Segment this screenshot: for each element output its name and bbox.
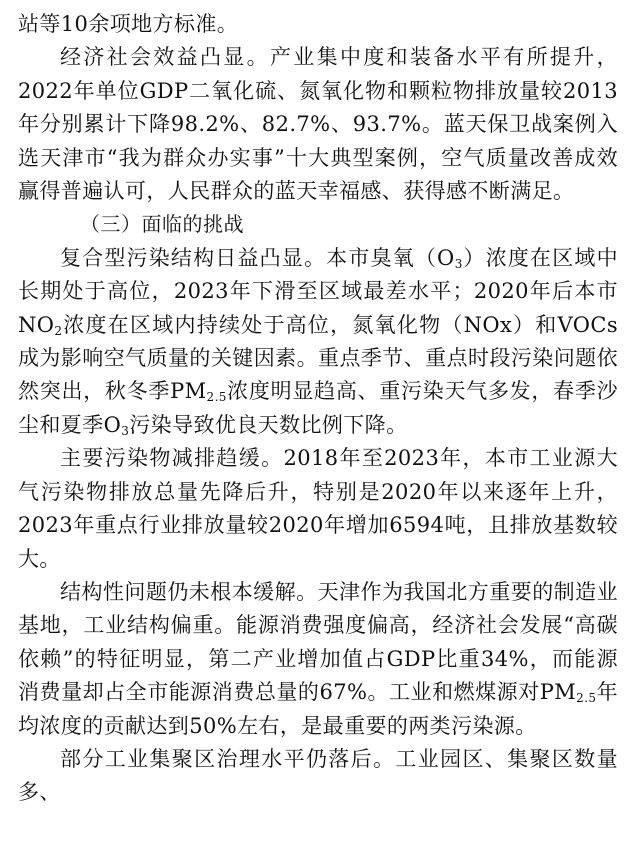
subscript: 2.5 [206, 390, 227, 405]
heading-text: （三）面临的挑战 [80, 212, 244, 237]
paragraph-structural-problems [18, 576, 618, 743]
subscript: 2.5 [576, 691, 597, 706]
section-heading-challenges [18, 208, 618, 241]
paragraph-industrial-zones [18, 743, 618, 810]
paragraph-text: 年均浓度的贡献达到50%左右，是最重要的两类污染源。 [18, 680, 619, 738]
subscript: 3 [121, 423, 130, 438]
paragraph-text: 复合型污染结构日益凸显。本市臭氧（O [60, 245, 455, 270]
paragraph-text: 部分工业集聚区治理水平仍落后。工业园区、集聚区数量多、 [18, 746, 618, 805]
paragraph-standards-end [18, 8, 618, 41]
paragraph-text: ）浓度在区域中长期处于高位，2023年下滑至区域最差水平；2020年后本市NO [18, 245, 618, 337]
paragraph-text: 站等10余项地方标准。 [18, 12, 239, 36]
paragraph-text: 主要污染物减排趋缓。2018年至2023年，本市工业源大气污染物排放总量先降后升，特别是2020年以来逐年上升，2023年重点行业排放量较2020年增加6594吨，且排放基数较大。 [18, 446, 618, 571]
paragraph-composite-pollution [18, 242, 618, 442]
paragraph-text: 污染导致优良天数比例下降。 [129, 412, 408, 437]
paragraph-emission-reduction [18, 442, 618, 576]
subscript: 3 [454, 256, 463, 271]
paragraph-text: 经济社会效益凸显。产业集中度和装备水平有所提升，2022年单位GDP二氧化硫、氮氧化物和颗粒物排放量较2013年分别累计下降98.2%、82.7%、93.7%。蓝天保卫战案例入选天津市“我为群众办实事”十大典型案例，空气质量改善成效赢得普遍认可，人民群众的蓝天幸福感、获得感不断满足。 [18, 45, 618, 204]
paragraph-text: 结构性问题仍未根本缓解。天津作为我国北方重要的制造业基地，工业结构偏重。能源消费强度偏高，经济社会发展“高碳依赖”的特征明显，第二产业增加值占GDP比重34%，而能源消费量却占全市能源消费总量的67%。工业和燃煤源对PM [18, 579, 618, 705]
paragraph-text: 浓度在区域内持续处于高位，氮氧化物（NOx）和VOCs成为影响空气质量的关键因素。重点季节、重点时段污染问题依然突出，秋冬季PM [18, 312, 618, 404]
paragraph-text: 浓度明显趋高、重污染天气多发，春季沙尘和夏季O [18, 379, 618, 437]
document-page [18, 8, 618, 810]
subscript: 2 [54, 323, 63, 338]
paragraph-economic-benefits [18, 41, 618, 208]
